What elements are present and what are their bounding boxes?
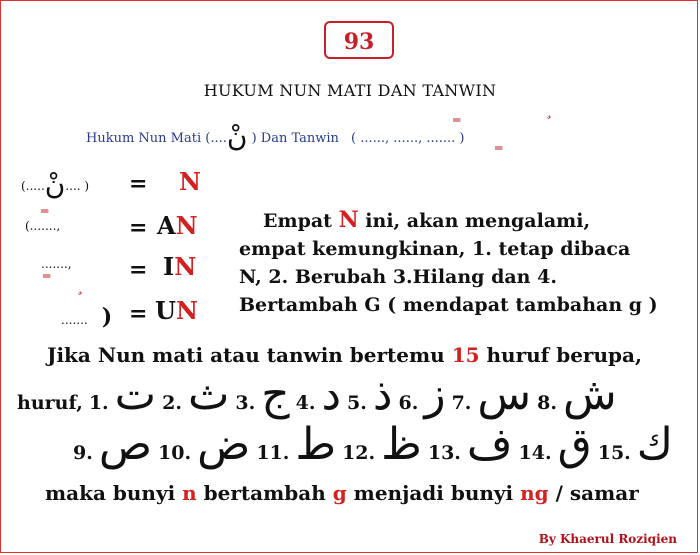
rule-result-1	[179, 167, 201, 196]
rule-left: .......	[61, 313, 88, 327]
letter-number: 5.	[347, 392, 367, 414]
n-letter: N	[179, 167, 201, 196]
letter-number: 4.	[295, 392, 316, 414]
arabic-letter: ذ	[372, 369, 393, 420]
arabic-letter: ض	[197, 419, 251, 470]
rule-result-2: AN	[157, 211, 198, 240]
para-line-1: Empat N ini, akan mengalami,	[263, 207, 591, 233]
n-letter: N	[175, 211, 198, 240]
rule-right: )	[101, 304, 113, 330]
letter-number: 6.	[398, 392, 419, 414]
letter-number: 15.	[597, 442, 631, 464]
subtitle-part1: Hukum Nun Mati (	[86, 131, 211, 146]
row-lead: huruf,	[17, 392, 83, 414]
nun-sukun-glyph: نْ	[44, 168, 66, 201]
arabic-letter: ف	[466, 419, 513, 470]
letter-number: 2.	[162, 392, 182, 414]
fathatain-icon: ═	[453, 113, 461, 127]
letters-row-2	[73, 419, 673, 470]
conclusion-sentence: maka bunyi n bertambah g menjadi bunyi ng / samar	[45, 481, 639, 505]
equals-sign: =	[129, 171, 148, 197]
subtitle	[86, 120, 464, 153]
fifteen-letters-sentence: Jika Nun mati atau tanwin bertemu 15 huruf berupa,	[47, 343, 642, 367]
rule-result-4: UN	[155, 296, 198, 325]
arabic-letter: ش	[562, 369, 617, 420]
arabic-letter: ج	[261, 369, 290, 420]
n-letter: N	[174, 252, 197, 281]
letter-number: 7.	[451, 392, 472, 414]
tanwin-group: ( ......, ......, ....... )	[351, 131, 465, 146]
explanation-paragraph	[239, 206, 658, 319]
kasratain-icon: ═	[43, 269, 51, 283]
arabic-letter: ص	[98, 419, 153, 470]
subtitle-dots: ....	[210, 131, 227, 146]
page-title: HUKUM NUN MATI DAN TANWIN	[203, 81, 497, 100]
letter-number: 8.	[537, 392, 557, 414]
equals-sign: =	[129, 301, 148, 327]
arabic-letter: س	[477, 369, 532, 420]
kasratain-icon: ═	[495, 141, 503, 155]
letter-number: 9.	[73, 442, 93, 464]
arabic-letter: د	[321, 369, 342, 420]
rule-result-3: IN	[163, 252, 197, 281]
author-credit: By Khaerul Roziqien	[538, 532, 677, 546]
arabic-letter: ز	[424, 369, 446, 420]
rule-left: .......,	[41, 257, 72, 271]
letter-number: 12.	[342, 442, 376, 464]
rule-row-4	[61, 304, 112, 330]
page-number: 93	[324, 21, 394, 59]
para-line-2: empat kemungkinan, 1. tetap dibaca	[239, 238, 631, 260]
arabic-letter: ك	[636, 419, 674, 470]
letter-number: 11.	[256, 442, 290, 464]
letter-number: 14.	[518, 442, 552, 464]
subtitle-part2: ) Dan Tanwin	[251, 131, 339, 146]
arabic-letter: ت	[114, 369, 157, 420]
rule-row-1	[21, 168, 89, 201]
fathatain-icon: ═	[41, 204, 49, 218]
rule-left: (.......,	[25, 219, 61, 233]
letter-number: 13.	[427, 442, 461, 464]
rule-left: (.....	[21, 179, 45, 193]
equals-sign: =	[129, 257, 148, 283]
rule-right: .... )	[65, 179, 90, 193]
letter-number: 10.	[158, 442, 192, 464]
arabic-letter: ط	[295, 419, 337, 470]
letters-row-1	[17, 369, 617, 420]
arabic-letter: ث	[187, 369, 230, 420]
arabic-letter: ظ	[381, 419, 422, 470]
nun-sukun-glyph: نْ	[226, 120, 248, 153]
n-letter: N	[175, 296, 198, 325]
arabic-letter: ق	[557, 419, 592, 470]
para-line-4: Bertambah G ( mendapat tambahan g )	[239, 294, 658, 316]
equals-sign: =	[129, 215, 148, 241]
para-line-3: N, 2. Berubah 3.Hilang dan 4.	[239, 266, 557, 288]
letter-number: 1.	[88, 392, 109, 414]
letter-number: 3.	[235, 392, 256, 414]
